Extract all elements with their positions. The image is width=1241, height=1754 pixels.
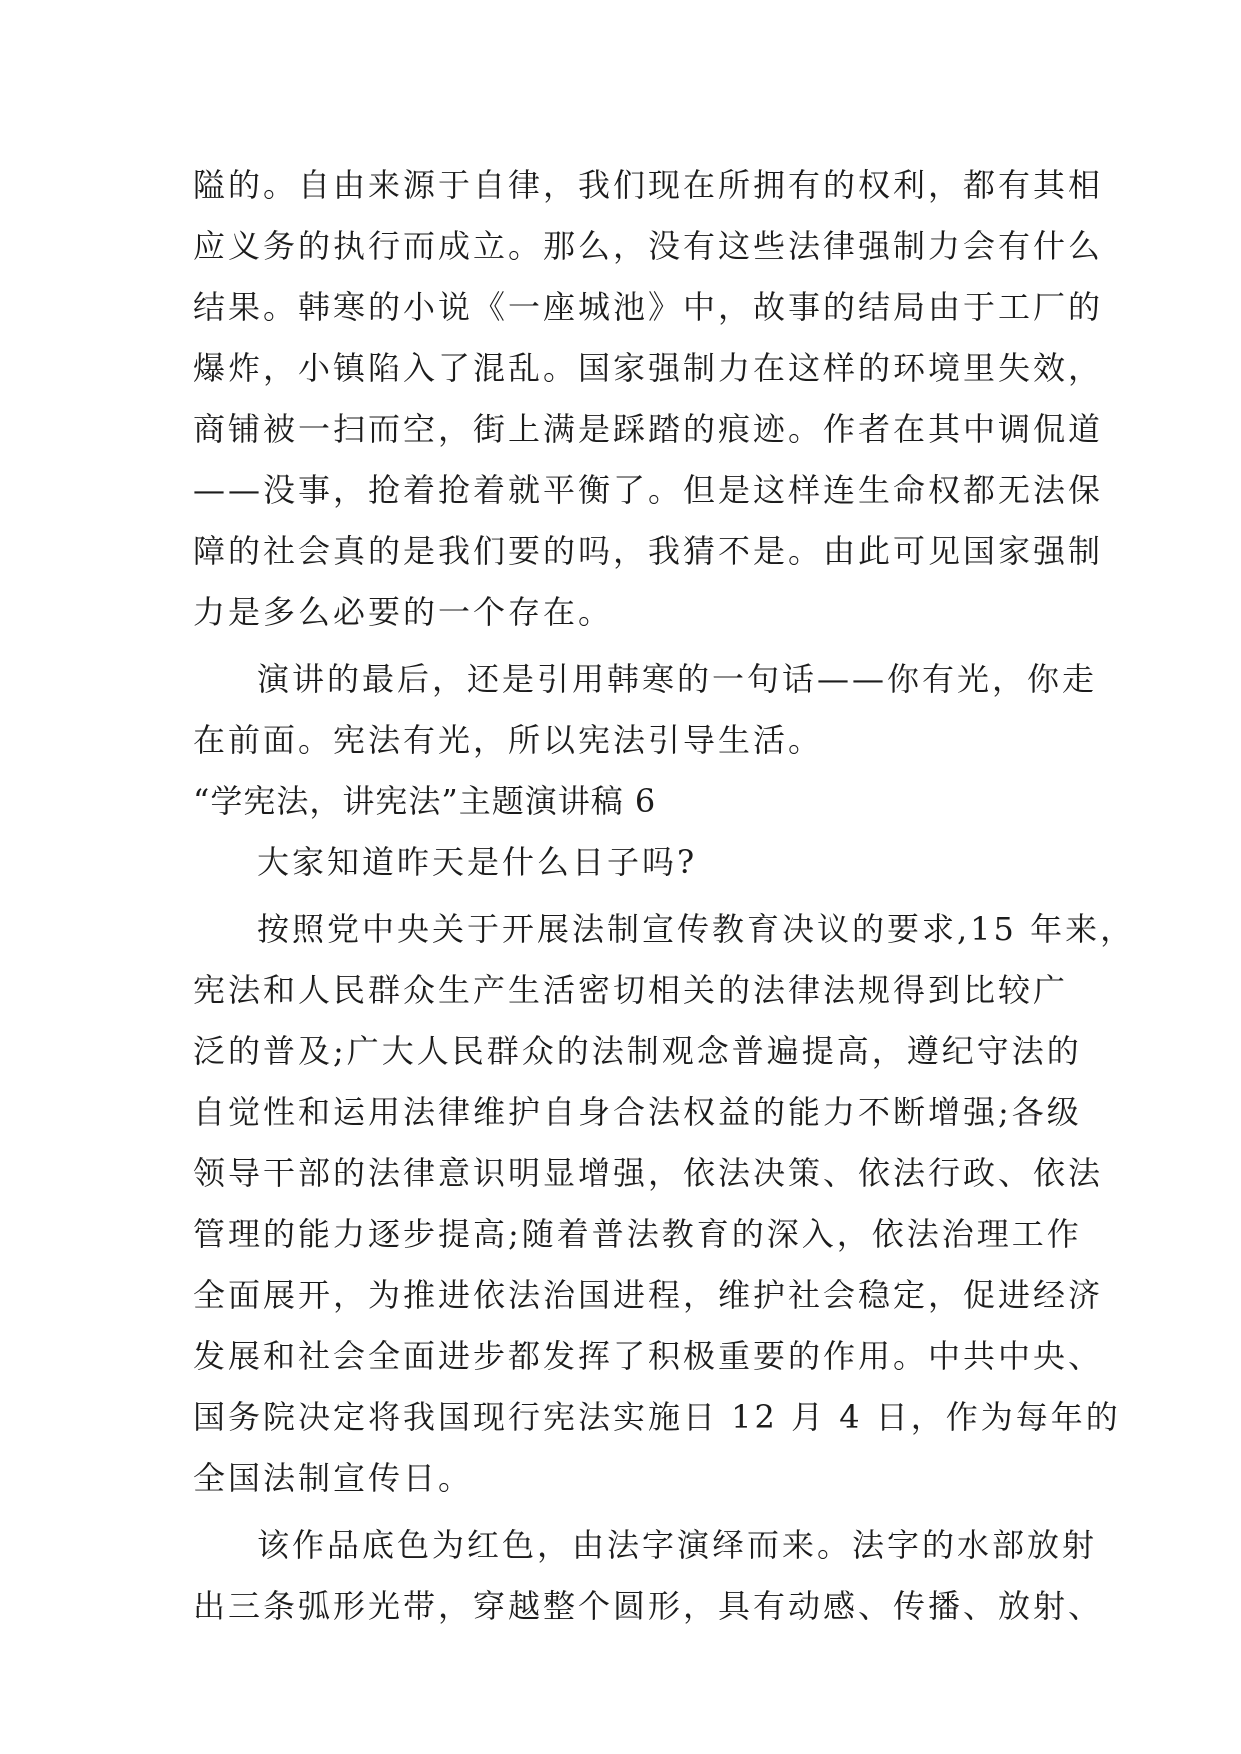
paragraph bbox=[193, 649, 1098, 771]
text-line: 隘的。自由来源于自律，我们现在所拥有的权利，都有其相 bbox=[193, 166, 1104, 204]
text-line: 大家知道昨天是什么日子吗? bbox=[257, 843, 698, 881]
text-line: 应义务的执行而成立。那么，没有这些法律强制力会有什么 bbox=[193, 227, 1104, 265]
text-line: 领导干部的法律意识明显增强，依法决策、依法行政、依法 bbox=[193, 1154, 1104, 1192]
text-line: 在前面。宪法有光，所以宪法引导生活。 bbox=[193, 721, 824, 759]
text-line: 爆炸，小镇陷入了混乱。国家强制力在这样的环境里失效， bbox=[193, 349, 1104, 387]
text-line: ——没事，抢着抢着就平衡了。但是这样连生命权都无法保 bbox=[193, 471, 1104, 509]
paragraph bbox=[193, 832, 1063, 893]
paragraph bbox=[193, 899, 1136, 1509]
text-line: 演讲的最后，还是引用韩寒的一句话——你有光，你走 bbox=[257, 660, 1098, 698]
text-line: 自觉性和运用法律维护自身合法权益的能力不断增强;各级 bbox=[193, 1093, 1082, 1131]
text-line: 结果。韩寒的小说《一座城池》中，故事的结局由于工厂的 bbox=[193, 288, 1104, 326]
text-line: 宪法和人民群众生产生活密切相关的法律法规得到比较广 bbox=[193, 971, 1069, 1009]
document-body bbox=[193, 155, 1136, 1637]
paragraph bbox=[193, 1515, 1104, 1637]
text-line: 全面展开，为推进依法治国进程，维护社会稳定，促进经济 bbox=[193, 1276, 1104, 1314]
text-line: 出三条弧形光带，穿越整个圆形，具有动感、传播、放射、 bbox=[193, 1587, 1104, 1625]
text-line: 泛的普及;广大人民群众的法制观念普遍提高，遵纪守法的 bbox=[193, 1032, 1082, 1070]
text-line: 商铺被一扫而空，街上满是踩踏的痕迹。作者在其中调侃道 bbox=[193, 410, 1104, 448]
text-line: 障的社会真的是我们要的吗，我猜不是。由此可见国家强制 bbox=[193, 532, 1104, 570]
text-line: 全国法制宣传日。 bbox=[193, 1459, 474, 1497]
section-heading: “学宪法，讲宪法”主题演讲稿 6 bbox=[193, 782, 657, 820]
text-line: 该作品底色为红色，由法字演绎而来。法字的水部放射 bbox=[257, 1526, 1098, 1564]
text-line: 发展和社会全面进步都发挥了积极重要的作用。中共中央、 bbox=[193, 1337, 1104, 1375]
paragraph bbox=[193, 155, 1104, 643]
text-line: 国务院决定将我国现行宪法实施日 12 月 4 日，作为每年的 bbox=[193, 1398, 1121, 1436]
text-line: 力是多么必要的一个存在。 bbox=[193, 593, 614, 631]
text-line: 管理的能力逐步提高;随着普法教育的深入，依法治理工作 bbox=[193, 1215, 1082, 1253]
text-line: 按照党中央关于开展法制宣传教育决议的要求,15 年来， bbox=[257, 910, 1136, 948]
